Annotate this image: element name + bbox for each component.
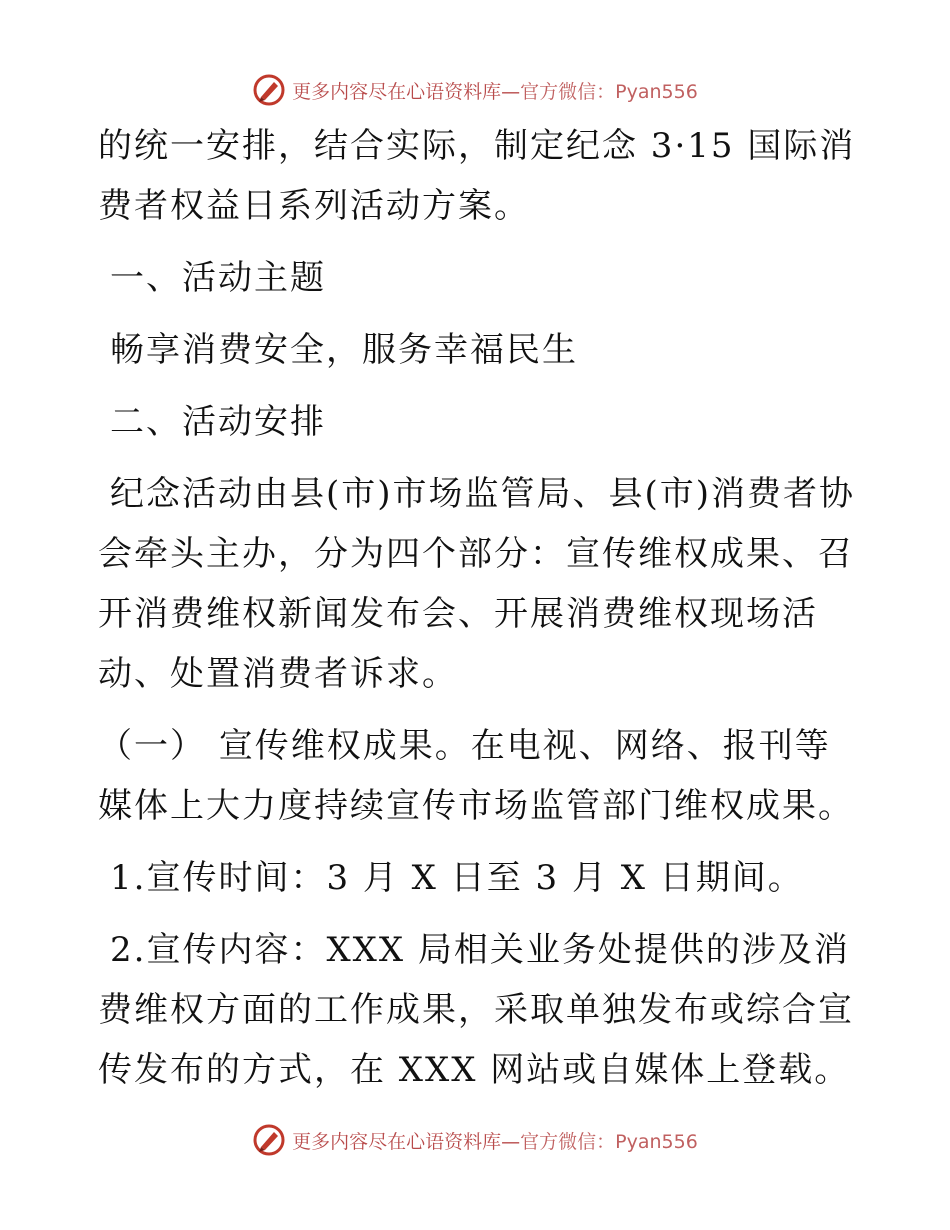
pen-logo-icon bbox=[252, 73, 286, 107]
heading-theme: 一、活动主题 bbox=[110, 258, 326, 298]
paragraph-intro: 的统一安排，结合实际，制定纪念 3·15 国际消费者权益日系列活动方案。 bbox=[98, 126, 856, 226]
footer-text: 更多内容尽在心语资料库—官方微信：Pyan556 bbox=[292, 1130, 698, 1153]
paragraph-theme: 畅享消费安全，服务幸福民生 bbox=[110, 330, 578, 370]
document-body bbox=[98, 116, 858, 1112]
paragraph-publicity-time: 1.宣传时间：3 月 X 日至 3 月 X 日期间。 bbox=[110, 858, 804, 898]
footer-banner bbox=[0, 1120, 950, 1160]
header-banner bbox=[0, 70, 950, 110]
paragraph-publicity: （一） 宣传维权成果。在电视、网络、报刊等媒体上大力度持续宣传市场监管部门维权成果。 bbox=[98, 726, 854, 826]
header-text: 更多内容尽在心语资料库—官方微信：Pyan556 bbox=[292, 80, 698, 103]
heading-arrangement: 二、活动安排 bbox=[110, 402, 326, 442]
paragraph-arrangement: 纪念活动由县(市)市场监管局、县(市)消费者协会牵头主办，分为四个部分：宣传维权成果、召开消费维权新闻发布会、开展消费维权现场活动、处置消费者诉求。 bbox=[98, 474, 856, 694]
pen-logo-icon bbox=[252, 1123, 286, 1157]
paragraph-publicity-content: 2.宣传内容：XXX 局相关业务处提供的涉及消费维权方面的工作成果，采取单独发布或综合宣传发布的方式，在 XXX 网站或自媒体上登载。 bbox=[98, 930, 854, 1090]
